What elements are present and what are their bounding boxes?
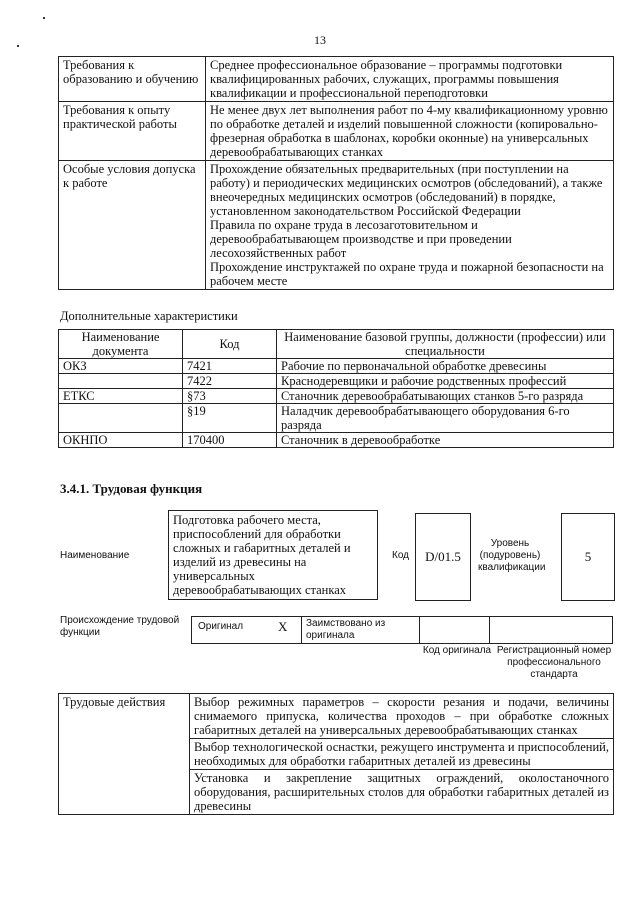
table-header-row — [59, 330, 614, 359]
header-document: Наименование документа — [59, 330, 183, 359]
requirement-label: Требования к образованию и обучению — [59, 57, 206, 102]
table-row — [59, 359, 614, 374]
origin-row — [191, 616, 613, 644]
function-heading: 3.4.1. Трудовая функция — [60, 481, 203, 496]
requirements-table — [58, 56, 614, 290]
name-cell: Рабочие по первоначальной обработке древесины — [277, 359, 614, 374]
requirement-label: Требования к опыту практической работы — [59, 102, 206, 161]
name-label: Наименование — [60, 550, 130, 561]
doc-cell: ОКНПО — [59, 433, 183, 448]
origin-label: Происхождение трудовой функции — [60, 615, 180, 638]
requirement-line: Прохождение инструктажей по охране труда и пожарной безопасности на рабочем месте — [210, 260, 604, 288]
requirement-line: Правила по охране труда в лесозаготовительном и деревообрабатывающем производстве и при проведении лесохозяйственных работ — [210, 218, 512, 260]
additional-table — [58, 329, 614, 448]
code-cell: §19 — [183, 404, 277, 433]
table-row — [59, 374, 614, 389]
page-number: 13 — [314, 33, 326, 47]
doc-cell: ЕТКС — [59, 389, 183, 404]
table-row — [59, 102, 614, 161]
header-name: Наименование базовой группы, должности (профессии) или специальности — [277, 330, 614, 359]
labor-actions-label: Трудовые действия — [59, 694, 190, 815]
scan-mark — [43, 17, 45, 19]
requirement-value: Не менее двух лет выполнения работ по 4-му квалификационному уровню по обработке деталей и изделий повышенной сложности (копировально-фрезерная обработка в шаблонах, коробки оконные) на универсальных деревообрабатывающих станках — [206, 102, 614, 161]
doc-cell — [59, 404, 183, 433]
function-name-box: Подготовка рабочего места, приспособлений для обработки сложных и габаритных деталей и изделий из древесины на универсальных деревообрабатывающих станках — [168, 510, 378, 600]
function-code-box: D/01.5 — [415, 513, 471, 601]
qualification-level-box: 5 — [561, 513, 615, 601]
name-cell: Станочник в деревообработке — [277, 433, 614, 448]
labor-action: Установка и закрепление защитных ограждений, околостаночного оборудования, расширительных столов для обработки габаритных деталей из древесины — [190, 770, 614, 815]
requirement-value — [206, 161, 614, 290]
doc-cell: ОКЗ — [59, 359, 183, 374]
table-row — [59, 404, 614, 433]
header-code: Код — [183, 330, 277, 359]
table-row — [59, 433, 614, 448]
original-cell — [191, 617, 301, 643]
table-row — [59, 57, 614, 102]
name-cell: Краснодеревщики и рабочие родственных профессий — [277, 374, 614, 389]
reg-number-cell — [489, 617, 613, 643]
borrowed-cell: Заимствовано из оригинала — [301, 617, 419, 643]
table-row — [59, 389, 614, 404]
table-row — [59, 694, 614, 739]
requirement-label: Особые условия допуска к работе — [59, 161, 206, 290]
code-original-cell — [419, 617, 489, 643]
reg-number-label: Регистрационный номер профессионального стандарта — [496, 645, 612, 680]
doc-cell — [59, 374, 183, 389]
code-cell: 7422 — [183, 374, 277, 389]
requirement-line: Прохождение обязательных предварительных (при поступлении на работу) и периодических медицинских осмотров (обследований), а также внеочередных медицинских осмотров (обследований) в порядке, установленном законодательством Российской Федерации — [210, 162, 603, 218]
code-cell: 170400 — [183, 433, 277, 448]
labor-action: Выбор режимных параметров – скорости резания и подачи, величины снимаемого припуска, количества проходов – при обработке сложных габаритных деталей на универсальных деревообрабатывающих станках — [190, 694, 614, 739]
name-cell: Станочник деревообрабатывающих станков 5-го разряда — [277, 389, 614, 404]
additional-title: Дополнительные характеристики — [60, 309, 238, 323]
level-label: Уровень (подуровень) квалификации — [478, 538, 546, 573]
code-cell: 7421 — [183, 359, 277, 374]
code-label: Код — [392, 550, 410, 561]
name-cell: Наладчик деревообрабатывающего оборудования 6-го разряда — [277, 404, 614, 433]
labor-actions-table — [58, 693, 614, 815]
labor-action: Выбор технологической оснастки, режущего инструмента и приспособлений, необходимых для обработки габаритных деталей из древесины — [190, 739, 614, 770]
code-cell: §73 — [183, 389, 277, 404]
original-mark: X — [278, 619, 288, 634]
code-original-label: Код оригинала — [422, 645, 492, 656]
table-row — [59, 161, 614, 290]
requirement-value: Среднее профессиональное образование – программы подготовки квалифицированных рабочих, служащих, программы повышения квалификации и профессиональной переподготовки — [206, 57, 614, 102]
original-label: Оригинал — [198, 621, 244, 632]
